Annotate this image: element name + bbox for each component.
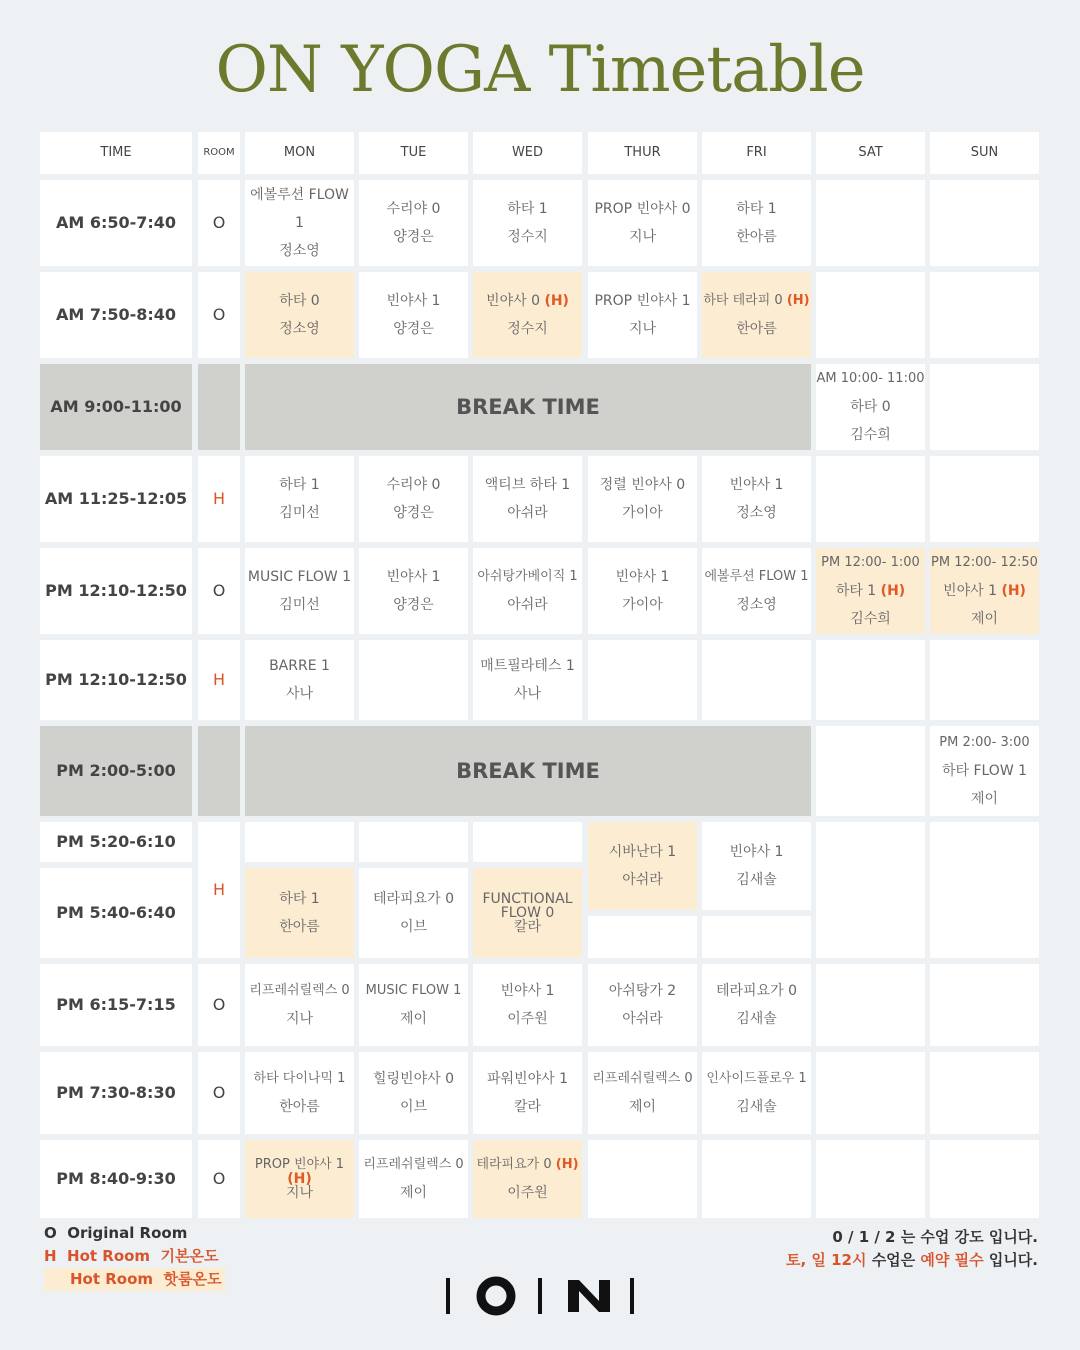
empty-cell <box>930 364 1039 450</box>
timetable-grid <box>40 132 1040 1218</box>
header-fri: FRI <box>702 132 811 174</box>
header-room: ROOM <box>198 132 240 174</box>
class-teacher: 가이아 <box>622 505 663 521</box>
class-name: 테라피요가 0 <box>373 891 454 907</box>
class-name: 하타 1 <box>279 891 320 907</box>
class-teacher: 한아름 <box>279 1099 320 1115</box>
class-cell-hot[interactable] <box>588 822 697 910</box>
empty-cell <box>816 726 925 816</box>
empty-cell <box>359 640 468 720</box>
class-teacher: 정소영 <box>279 321 320 337</box>
class-time: AM 10:00- 11:00 <box>816 371 925 386</box>
class-name: 리프레쉬릴렉스 0 <box>249 983 350 998</box>
class-teacher: 김미선 <box>279 597 320 613</box>
class-time: PM 12:00- 12:50 <box>931 555 1038 570</box>
class-name: 하타 0 <box>279 293 320 309</box>
class-cell[interactable] <box>473 180 582 266</box>
hot-mark: (H) <box>544 293 569 309</box>
class-teacher: 정소영 <box>279 243 320 259</box>
empty-cell <box>816 640 925 720</box>
class-name: 하타 FLOW 1 <box>941 763 1028 779</box>
class-teacher: 아쉬라 <box>622 1011 663 1027</box>
class-name: 아쉬탕가베이직 1 <box>477 569 578 584</box>
empty-cell <box>359 822 468 862</box>
class-teacher: 제이 <box>970 611 999 627</box>
class-time: PM 2:00- 3:00 <box>939 735 1030 750</box>
class-name: PROP 빈야사 1 <box>594 293 691 309</box>
class-teacher: 칼라 <box>513 919 542 935</box>
class-name: 시바난다 1 <box>608 844 677 860</box>
header-wed: WED <box>473 132 582 174</box>
class-teacher: 제이 <box>970 791 999 807</box>
class-name: 리프레쉬릴렉스 0 <box>592 1071 693 1086</box>
class-cell-hot[interactable] <box>245 272 354 358</box>
class-cell[interactable] <box>359 180 468 266</box>
class-name: 매트필라테스 1 <box>480 658 575 674</box>
class-cell[interactable] <box>245 548 354 634</box>
room-original: O <box>198 964 240 1046</box>
class-teacher: 양경은 <box>393 597 434 613</box>
room-original: O <box>198 272 240 358</box>
header-thur: THUR <box>588 132 697 174</box>
time-slot: PM 6:15-7:15 <box>40 964 192 1046</box>
class-cell[interactable] <box>473 456 582 542</box>
class-teacher: 김새솔 <box>736 1099 777 1115</box>
class-name: 빈야사 0 <box>486 293 540 309</box>
logo-bar-left <box>446 1278 450 1314</box>
empty-cell <box>930 456 1039 542</box>
class-teacher: 지나 <box>628 321 657 337</box>
class-name: 수리야 0 <box>386 201 441 217</box>
class-name: 하타 테라피 0 <box>703 293 783 308</box>
class-teacher: 김미선 <box>279 505 320 521</box>
class-cell[interactable] <box>702 548 811 634</box>
class-cell[interactable] <box>588 964 697 1046</box>
empty-cell <box>816 964 925 1046</box>
empty-cell <box>816 1140 925 1218</box>
class-teacher: 한아름 <box>736 229 777 245</box>
class-name: 하타 1 <box>835 583 877 599</box>
empty-cell <box>930 964 1039 1046</box>
room-empty <box>198 364 240 450</box>
class-cell[interactable] <box>702 456 811 542</box>
class-name: 하타 1 <box>507 201 548 217</box>
time-slot: PM 12:10-12:50 <box>40 548 192 634</box>
hot-mark: (H) <box>287 1171 312 1187</box>
class-cell[interactable] <box>245 640 354 720</box>
class-name: 빈야사 1 <box>729 477 784 493</box>
empty-cell <box>816 180 925 266</box>
class-cell[interactable] <box>588 272 697 358</box>
class-teacher: 가이아 <box>622 597 663 613</box>
time-slot: PM 7:30-8:30 <box>40 1052 192 1134</box>
class-cell-hot[interactable] <box>816 548 925 634</box>
class-cell-hot[interactable] <box>702 272 811 358</box>
page-title: ON YOGA Timetable <box>215 33 865 107</box>
room-hot: H <box>198 822 240 958</box>
empty-cell <box>930 272 1039 358</box>
class-cell-hot[interactable] <box>245 868 354 958</box>
class-teacher: 양경은 <box>393 321 434 337</box>
logo-o-shape <box>481 1281 511 1311</box>
hot-mark: (H) <box>786 293 810 308</box>
class-teacher: 지나 <box>628 229 657 245</box>
class-name: MUSIC FLOW 1 <box>365 983 462 998</box>
class-name: PROP 빈야사 1 <box>254 1157 345 1172</box>
empty-cell <box>588 916 697 958</box>
class-name: 힐링빈야사 0 <box>373 1071 454 1087</box>
class-cell[interactable] <box>816 364 925 450</box>
class-teacher: 아쉬라 <box>507 505 548 521</box>
legend-hot-room-temp: Hot Room 핫룸온도 <box>44 1268 225 1291</box>
class-teacher: 정소영 <box>736 505 777 521</box>
time-slot: PM 8:40-9:30 <box>40 1140 192 1218</box>
empty-cell <box>930 640 1039 720</box>
empty-cell <box>702 916 811 958</box>
header-tue: TUE <box>359 132 468 174</box>
class-cell[interactable] <box>245 456 354 542</box>
class-teacher: 제이 <box>399 1185 428 1201</box>
class-cell-hot[interactable] <box>930 548 1039 634</box>
hot-mark: (H) <box>555 1157 579 1172</box>
class-name: 에볼루션 FLOW 1 <box>250 187 349 231</box>
time-slot: AM 9:00-11:00 <box>40 364 192 450</box>
time-slot: AM 7:50-8:40 <box>40 272 192 358</box>
time-slot: PM 5:40-6:40 <box>40 868 192 958</box>
room-original: O <box>198 1052 240 1134</box>
class-name: 빈야사 1 <box>500 983 555 999</box>
header-sat: SAT <box>816 132 925 174</box>
class-teacher: 사나 <box>513 686 542 702</box>
on-logo <box>440 1274 640 1318</box>
class-name: MUSIC FLOW 1 <box>247 569 352 585</box>
class-cell[interactable] <box>930 726 1039 816</box>
class-name: 하타 1 <box>279 477 320 493</box>
class-name: 테라피요가 0 <box>716 983 797 999</box>
class-teacher: 이주원 <box>507 1185 548 1201</box>
intensity-note: 0 / 1 / 2 는 수업 강도 입니다. <box>832 1228 1038 1246</box>
class-name: 빈야사 1 <box>615 569 670 585</box>
class-cell[interactable] <box>588 456 697 542</box>
class-cell[interactable] <box>359 272 468 358</box>
empty-cell <box>702 640 811 720</box>
class-cell[interactable] <box>473 964 582 1046</box>
class-teacher: 김새솔 <box>736 1011 777 1027</box>
class-cell[interactable] <box>702 1052 811 1134</box>
time-slot: AM 6:50-7:40 <box>40 180 192 266</box>
class-teacher: 한아름 <box>736 321 777 337</box>
class-time: PM 12:00- 1:00 <box>821 555 920 570</box>
weekend-note: 토, 일 12시 수업은 예약 필수 입니다. <box>785 1251 1038 1269</box>
empty-cell <box>930 180 1039 266</box>
class-cell[interactable] <box>359 964 468 1046</box>
class-teacher: 지나 <box>285 1185 314 1201</box>
empty-cell <box>930 1140 1039 1218</box>
class-name: 정렬 빈야사 0 <box>599 477 686 493</box>
class-teacher: 제이 <box>628 1099 657 1115</box>
class-cell-hot[interactable] <box>245 1140 354 1218</box>
class-cell[interactable] <box>359 868 468 958</box>
class-name: BARRE 1 <box>269 658 330 674</box>
room-hot: H <box>198 640 240 720</box>
room-legend <box>44 1222 225 1291</box>
header-mon: MON <box>245 132 354 174</box>
room-empty <box>198 726 240 816</box>
header-sun: SUN <box>930 132 1039 174</box>
notes <box>786 1226 1038 1272</box>
logo-bar-mid <box>538 1278 542 1314</box>
class-teacher: 정수지 <box>507 229 548 245</box>
class-name: 수리야 0 <box>386 477 441 493</box>
time-slot: PM 5:20-6:10 <box>40 822 192 862</box>
class-cell[interactable] <box>359 456 468 542</box>
room-original: O <box>198 180 240 266</box>
class-cell[interactable] <box>588 548 697 634</box>
class-cell-hot[interactable] <box>473 272 582 358</box>
hot-mark: (H) <box>1001 583 1026 599</box>
break-time: BREAK TIME <box>245 726 811 816</box>
logo-bar-right <box>630 1278 634 1314</box>
class-cell[interactable] <box>473 548 582 634</box>
class-cell[interactable] <box>473 640 582 720</box>
class-name: 하타 다이나믹 1 <box>253 1071 346 1086</box>
class-cell[interactable] <box>588 180 697 266</box>
class-cell-hot[interactable] <box>473 868 582 958</box>
time-slot: PM 2:00-5:00 <box>40 726 192 816</box>
class-name: 인사이드플로우 1 <box>706 1071 807 1086</box>
class-name: 하타 1 <box>736 201 777 217</box>
class-name: 하타 0 <box>850 399 891 415</box>
class-teacher: 제이 <box>399 1011 428 1027</box>
class-name: 파워빈야사 1 <box>487 1071 568 1087</box>
class-name: FUNCTIONAL <box>482 891 573 907</box>
empty-cell <box>816 272 925 358</box>
class-name: 빈야사 1 <box>943 583 997 599</box>
class-cell[interactable] <box>702 180 811 266</box>
class-name: 에볼루션 FLOW 1 <box>704 569 809 584</box>
class-cell[interactable] <box>359 1052 468 1134</box>
class-teacher: 이주원 <box>507 1011 548 1027</box>
class-name: 빈야사 1 <box>386 293 441 309</box>
room-original: O <box>198 1140 240 1218</box>
class-cell[interactable] <box>245 180 354 266</box>
class-name: 리프레쉬릴렉스 0 <box>363 1157 464 1172</box>
header-time: TIME <box>40 132 192 174</box>
class-teacher: 이브 <box>399 1099 428 1115</box>
empty-cell <box>473 822 582 862</box>
class-cell-hot[interactable] <box>473 1140 582 1218</box>
class-teacher: 이브 <box>399 919 428 935</box>
legend-original: O Original Room <box>44 1224 188 1242</box>
break-time: BREAK TIME <box>245 364 811 450</box>
empty-cell <box>930 1052 1039 1134</box>
class-teacher: 아쉬라 <box>507 597 548 613</box>
room-original: O <box>198 548 240 634</box>
time-slot: PM 12:10-12:50 <box>40 640 192 720</box>
empty-cell <box>930 822 1039 958</box>
class-name: FLOW 0 <box>500 905 555 921</box>
room-hot: H <box>198 456 240 542</box>
class-name: 빈야사 1 <box>386 569 441 585</box>
class-cell[interactable] <box>359 1140 468 1218</box>
empty-cell <box>816 1052 925 1134</box>
class-cell[interactable] <box>245 964 354 1046</box>
empty-cell <box>588 640 697 720</box>
class-teacher: 양경은 <box>393 505 434 521</box>
class-name: 테라피요가 0 <box>476 1157 552 1172</box>
class-teacher: 정소영 <box>736 597 777 613</box>
class-teacher: 사나 <box>285 686 314 702</box>
class-cell[interactable] <box>245 1052 354 1134</box>
logo-n-shape <box>568 1280 610 1312</box>
empty-cell <box>702 1140 811 1218</box>
class-teacher: 정수지 <box>507 321 548 337</box>
class-teacher: 칼라 <box>513 1099 542 1115</box>
class-teacher: 김수희 <box>850 611 891 627</box>
class-cell[interactable] <box>588 1052 697 1134</box>
class-cell[interactable] <box>359 548 468 634</box>
class-cell[interactable] <box>473 1052 582 1134</box>
legend-hot: H Hot Room 기본온도 <box>44 1247 219 1265</box>
class-name: 아쉬탕가 2 <box>608 983 677 999</box>
empty-cell <box>816 456 925 542</box>
empty-cell <box>245 822 354 862</box>
empty-cell <box>816 822 925 958</box>
class-name: 빈야사 1 <box>729 844 784 860</box>
class-teacher: 김수희 <box>850 427 891 443</box>
empty-cell <box>588 1140 697 1218</box>
class-teacher: 양경은 <box>393 229 434 245</box>
class-name: 액티브 하타 1 <box>484 477 571 493</box>
class-teacher: 김새솔 <box>736 872 777 888</box>
class-teacher: 지나 <box>285 1011 314 1027</box>
class-teacher: 아쉬라 <box>622 872 663 888</box>
class-teacher: 한아름 <box>279 919 320 935</box>
class-name: PROP 빈야사 0 <box>594 201 691 217</box>
class-cell[interactable] <box>702 964 811 1046</box>
class-cell[interactable] <box>702 822 811 910</box>
hot-mark: (H) <box>880 583 906 599</box>
time-slot: AM 11:25-12:05 <box>40 456 192 542</box>
